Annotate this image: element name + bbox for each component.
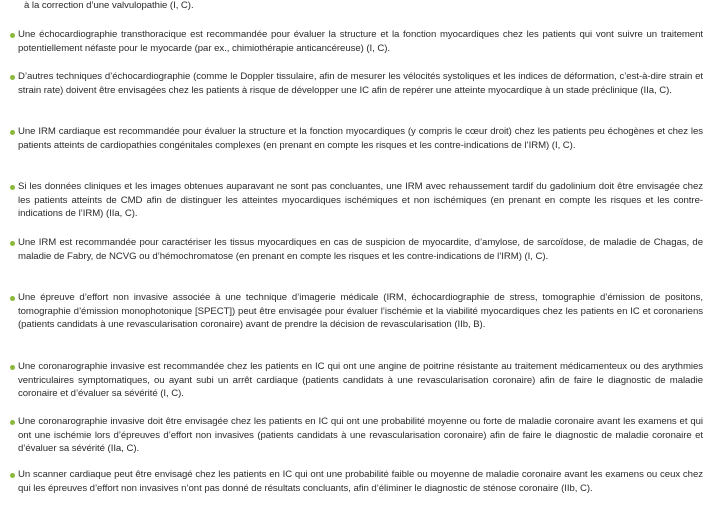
list-item [10, 415, 703, 456]
list-item-continuation [10, 0, 703, 13]
bullet-icon [10, 33, 15, 38]
list-item-text: Une IRM cardiaque est recommandée pour évaluer la structure et la fonction myocardiques (y compris le cœur droit) chez les patients peu échogènes et chez les patients atteints de cardiopathies congénitales complexes (en prenant en compte les risques et les contre-indications de l’IRM) (I, C). [18, 126, 703, 151]
list-item-text: Une échocardiographie transthoracique est recommandée pour évaluer la structure et la fonction myocardiques chez les patients qui vont suivre un traitement potentiellement néfaste pour le myocarde (par ex., chimiothérapie anticancéreuse) (I, C). [18, 29, 703, 54]
list-item [10, 236, 703, 263]
bullet-icon [10, 420, 15, 425]
list-item-text: Une épreuve d’effort non invasive associée à une technique d’imagerie médicale (IRM, échocardiographie de stress, tomographie d’émission de positons, tomographie d’émission monophotonique [SPECT]) peut être envisagée pour évaluer l’ischémie et la viabilité myocardiques chez les patients en IC et coronariens (patients candidats à une revascularisation coronaire) avant de prendre la décision de revascularisation (IIb, B). [18, 292, 703, 331]
list-item [10, 291, 703, 332]
list-item [10, 468, 703, 495]
list-item [10, 125, 703, 152]
list-item-text: Si les données cliniques et les images obtenues auparavant ne sont pas concluantes, une IRM avec rehaussement tardif du gadolinium doit être envisagée chez les patients atteints de CMD afin de distinguer les atteintes myocardiques ischémiques et non ischémiques (en prenant en compte les risques et les contre-indications de l’IRM) (IIa, C). [18, 181, 703, 220]
list-item-text: Une IRM est recommandée pour caractériser les tissus myocardiques en cas de suspicion de myocardite, d’amylose, de sarcoïdose, de maladie de Chagas, de maladie de Fabry, de NCVG ou d’hémochromatose (en prenant en compte les risques et les contre-indications de l’IRM) (I, C). [18, 237, 703, 262]
bullet-icon [10, 185, 15, 190]
bullet-icon [10, 75, 15, 80]
list-item-text: Une coronarographie invasive est recommandée chez les patients en IC qui ont une angine de poitrine résistante au traitement médicamenteux ou des arythmies ventriculaires symptomatiques, ou ayant subi un arrêt cardiaque (patients candidats à une revascularisation coronaire) afin de faire le diagnostic de maladie coronaire et d’évaluer sa sévérité (I, C). [18, 361, 703, 400]
list-item [10, 360, 703, 401]
list-item-text: D’autres techniques d’échocardiographie (comme le Doppler tissulaire, afin de mesurer les vélocités systoliques et les indices de déformation, c’est-à-dire strain et strain rate) doivent être envisagées chez les patients à risque de développer une IC afin de repérer une atteinte myocardique à un stade préclinique (IIa, C). [18, 71, 703, 96]
list-item-text: à la correction d’une valvulopathie (I, C). [24, 0, 194, 11]
list-item [10, 180, 703, 221]
bullet-icon [10, 241, 15, 246]
bullet-icon [10, 296, 15, 301]
list-item-text: Une coronarographie invasive doit être envisagée chez les patients en IC qui ont une probabilité moyenne ou forte de maladie coronaire avant les examens et qui ont une ischémie lors d’épreuves d’effort non invasives (patients candidats à une revascularisation coronaire) afin de faire le diagnostic de maladie coronaire et d’évaluer sa sévérité (IIa, C). [18, 416, 703, 455]
bullet-icon [10, 473, 15, 478]
bullet-icon [10, 365, 15, 370]
list-item-text: Un scanner cardiaque peut être envisagé chez les patients en IC qui ont une probabilité faible ou moyenne de maladie coronaire avant les examens ou ceux chez qui les épreuves d’effort non invasives n’ont pas donné de résultats concluants, afin d’éliminer le diagnostic de sténose coronaire (IIb, C). [18, 469, 703, 494]
list-item [10, 70, 703, 97]
list-item [10, 28, 703, 55]
bullet-icon [10, 130, 15, 135]
